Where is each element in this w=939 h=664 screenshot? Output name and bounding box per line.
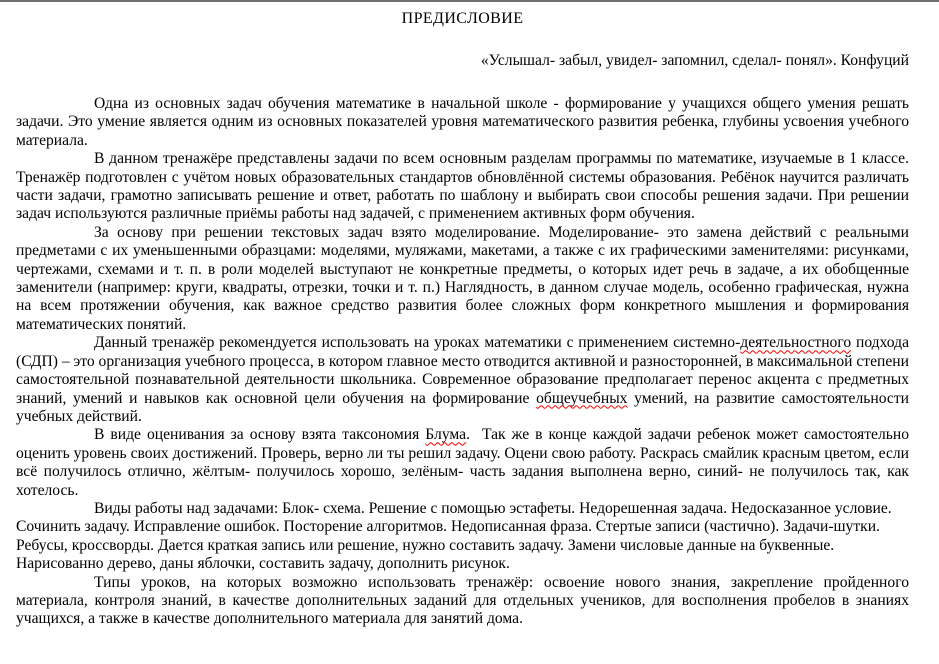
text-segment: Одна из основных задач обучения математике в начальной школе - формирование у учащихся общего умения решать задачи. Это умение является одним из основных показателей уровня математического развития ребенка, глубины усвоения учебного материала.	[16, 95, 909, 149]
text-segment: В виде оценивания за основу взята таксономия	[94, 426, 426, 444]
text-segment: умений, на развитие самостоятельности учебных действий.	[16, 389, 909, 425]
paragraph[interactable]	[16, 334, 909, 426]
paragraph[interactable]	[16, 500, 909, 574]
paragraph[interactable]	[16, 150, 909, 224]
text-segment: Данный тренажёр рекомендуется использовать на уроках математики с применением системно-	[94, 334, 741, 352]
epigraph[interactable]: «Услышал- забыл, увидел- запомнил, сделал- понял». Конфуций	[480, 52, 909, 69]
text-segment: Типы уроков, на которых возможно использовать тренажёр: освоение нового знания, закрепление пройденного материала, контроля знаний, в качестве дополнительных заданий для отдельных учеников, для восполнения пробелов в знаниях учащихся, а также в качестве дополнительного материала для занятий дома.	[16, 573, 909, 628]
text-segment: За основу при решении текстовых задач взято моделирование. Моделирование- это замена действий с реальными предметами с их уменьшенными образцами: моделями, муляжами, макетами, а также с их графическими заменителями: рисунками, чертежами, схемами и т. п. в роли моделей выступают не конкретные предметы, о которых идет речь в задаче, а их обобщенные заменители (например: круги, квадраты, отрезки, точки и т. п.) Наглядность, в данном случае модель, особенно графическая, нужна на всем протяжении обучения, как важное средство развития более сложных форм конкретного мышления и формирования математических понятий.	[16, 223, 909, 333]
text-segment: . Так же в конце каждой задачи ребенок может самостоятельно оценить уровень своих достижений. Проверь, верно ли ты решил задачу. Оцени свою работу. Раскрась смайлик красным цветом, если всё получилось отлично, жёлтым- получилось хорошо, зелёным- часть задания выполнена верно, синий- не получилось так, как хотелось.	[16, 426, 910, 499]
misspelled-word[interactable]: Блума	[425, 426, 467, 444]
text-segment: Виды работы над задачами: Блок- схема. Решение с помощью эстафеты. Недорешенная задача. Недосказанное условие. Сочинить задачу. Исправление ошибок. Посторение алгоритмов. Недописанная фраза. Стертые записи (частично). Задачи-шутки. Ребусы, кроссворды. Дается краткая запись или решение, нужно составить задачу. Замени числовые данные на буквенные. Нарисованно дерево, даны яблочки, составить задачу, дополнить рисунок.	[16, 499, 892, 573]
text-segment: В данном тренажёре представлены задачи по всем основным разделам программы по математике, изучаемые в 1 классе. Тренажёр подготовлен с учётом новых образовательных стандартов обновлённой системы образования. Ребёнок научится различать части задачи, грамотно записывать решение и ответ, работать по шаблону и выбирать свои способы решения задачи. При решении задач используются различные приёмы работы над задачей, с применением активных форм обучения.	[16, 150, 909, 223]
paragraph[interactable]	[16, 224, 909, 334]
misspelled-word[interactable]: общеучебных	[536, 389, 628, 407]
text-segment: подхода (СДП) – это организация учебного процесса, в котором главное место отводится активной и разносторонней, в максимальной степени самостоятельной познавательной деятельности школьника. Современное образование предполагает перенос акцента с предметных знаний, умений и навыков как основной цели обучения на формирование	[16, 334, 910, 407]
paragraph[interactable]	[16, 95, 909, 150]
document-text-area[interactable]	[0, 2, 939, 629]
paragraphs-container	[16, 95, 909, 629]
paragraph[interactable]	[16, 574, 909, 629]
paragraph[interactable]	[16, 426, 909, 500]
page-title[interactable]: ПРЕДИСЛОВИЕ	[401, 10, 524, 27]
misspelled-word[interactable]: деятельностного	[740, 334, 852, 352]
